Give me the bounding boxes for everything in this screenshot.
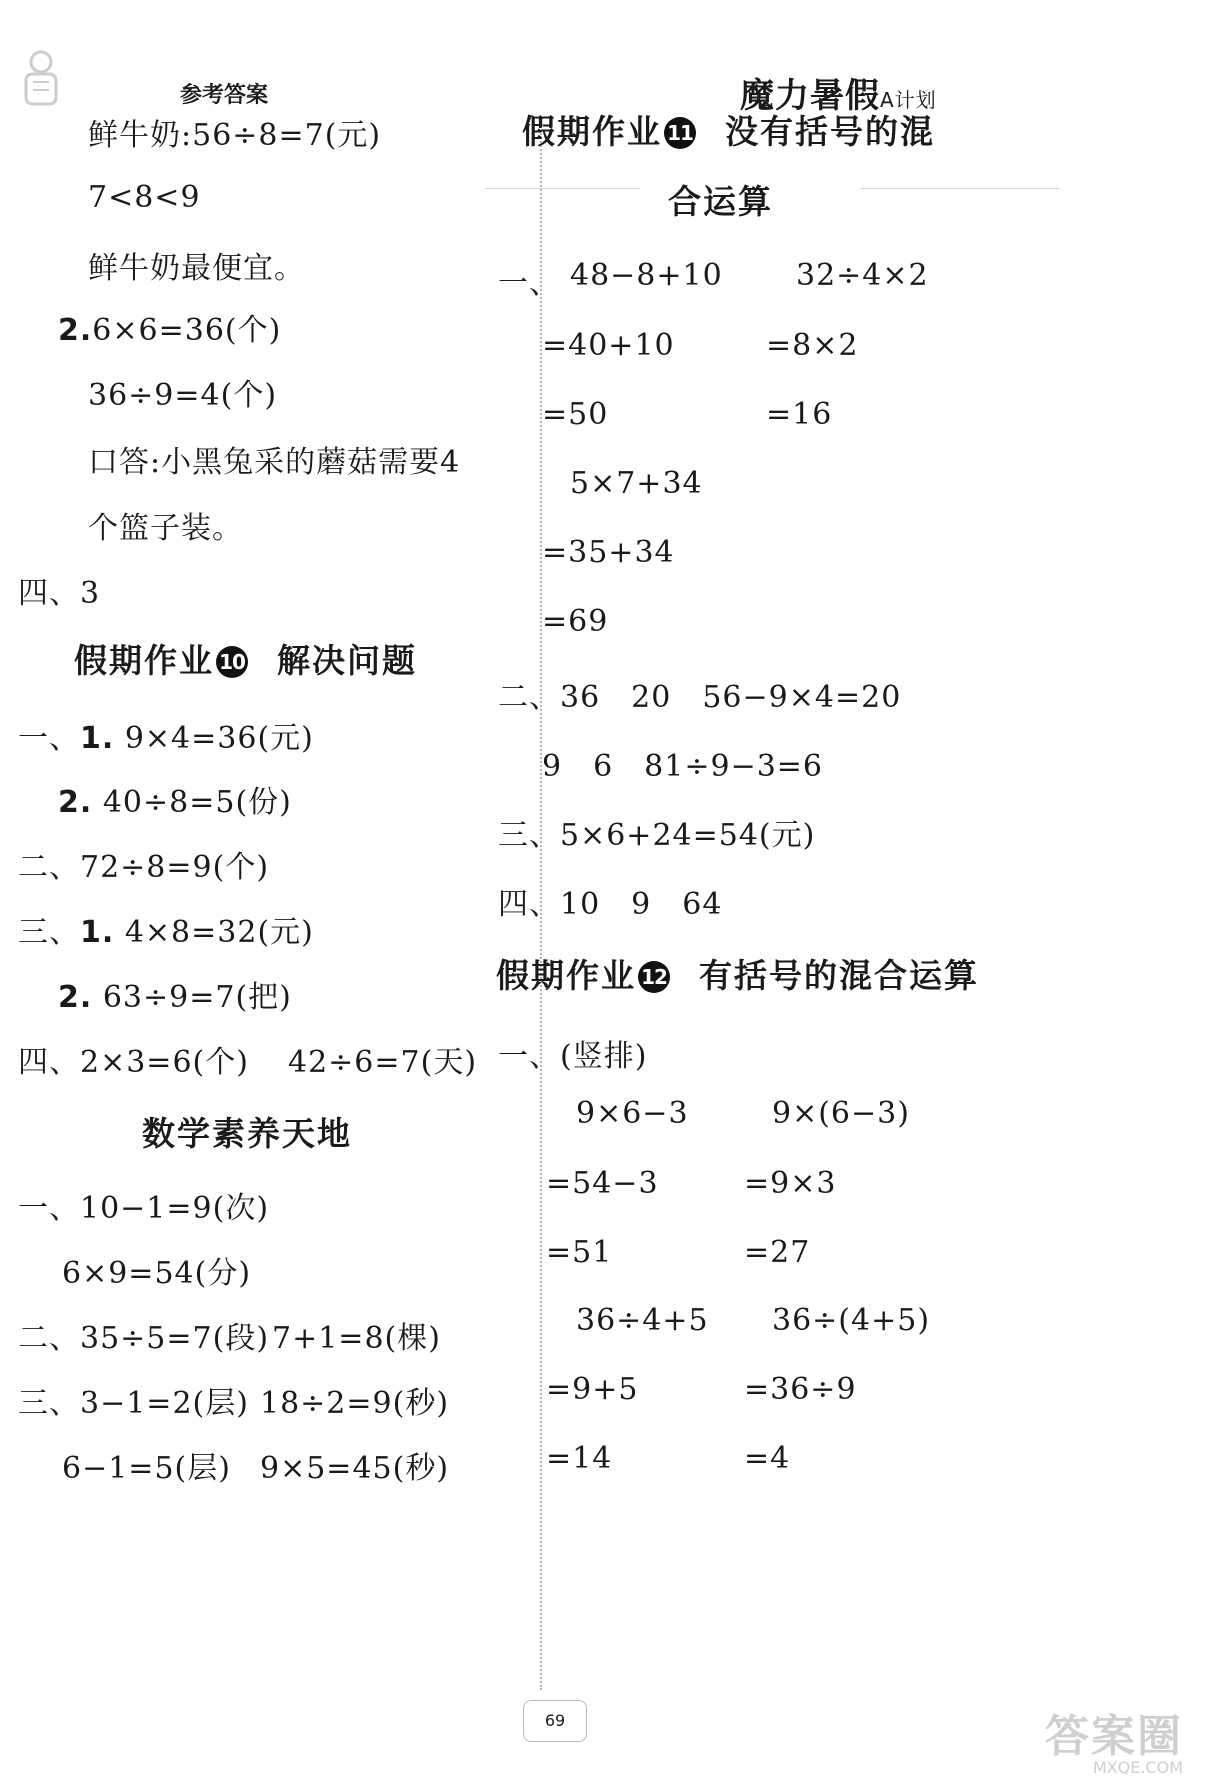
right-10: 四、10 9 64 — [498, 887, 723, 922]
section-heading-12 — [496, 950, 979, 997]
heading-title: 有括号的混合运算 — [698, 956, 979, 995]
right-9: 三、5×6+24=54(元) — [498, 818, 816, 853]
right-5: =35+34 — [542, 535, 675, 570]
section-heading-11-line2: 合运算 — [668, 182, 773, 221]
circled-number-12: 12 — [638, 961, 670, 993]
header-left-title: 参考答案 — [180, 83, 269, 108]
literacy-5b: 9×5=45(秒) — [260, 1451, 450, 1486]
item-number: 2. — [58, 313, 93, 348]
item-number: 2. — [58, 980, 93, 1015]
answer-2: 二、72÷8=9(个) — [18, 850, 270, 885]
heading-title: 没有括号的混 — [724, 112, 935, 151]
answer-1-1 — [18, 713, 314, 757]
right-1a: 48−8+10 — [570, 258, 723, 293]
left-line-2: 7<8<9 — [88, 180, 201, 215]
circled-number-11: 11 — [664, 117, 696, 149]
left-line-3: 鲜牛奶最便宜。 — [88, 251, 305, 286]
section-heading-literacy: 数学素养天地 — [142, 1114, 352, 1153]
brand-sub: A计划 — [880, 88, 937, 112]
brand-title: 魔力暑假 — [740, 76, 880, 116]
equation: 6×6=36(个) — [92, 313, 282, 348]
literacy-4b: 18÷2=9(秒) — [260, 1386, 450, 1421]
literacy-3b: 7+1=8(棵) — [272, 1321, 441, 1356]
answer-3-2 — [58, 972, 292, 1016]
right-7: 二、36 20 56−9×4=20 — [498, 680, 902, 715]
watermark — [1045, 1700, 1183, 1777]
equation: 63÷9=7(把) — [102, 980, 292, 1015]
right-8: 9 6 81÷9−3=6 — [542, 749, 824, 784]
item-number: 1. — [80, 915, 115, 950]
heading-title: 解决问题 — [276, 641, 417, 680]
right-1b: 32÷4×2 — [796, 258, 929, 293]
left-line-7: 个篮子装。 — [88, 511, 243, 546]
heading-prefix: 假期作业 — [74, 641, 214, 680]
page-number: 69 — [523, 1700, 587, 1742]
heading-rule-left — [485, 188, 640, 189]
right-12-5b: 36÷(4+5) — [772, 1303, 931, 1338]
literacy-4a: 三、3−1=2(层) — [18, 1386, 249, 1421]
left-line-1: 鲜牛奶:56÷8=7(元) — [88, 118, 382, 153]
right-3b: =16 — [766, 397, 833, 432]
literacy-2: 6×9=54(分) — [62, 1256, 252, 1291]
section-marker: 三、 — [18, 915, 80, 950]
right-12-4a: =51 — [546, 1235, 613, 1270]
right-4: 5×7+34 — [570, 466, 703, 501]
right-12-5a: 36÷4+5 — [576, 1303, 709, 1338]
literacy-3a: 二、35÷5=7(段) — [18, 1321, 270, 1356]
right-12-7b: =4 — [744, 1441, 791, 1476]
equation: 40÷8=5(份) — [102, 785, 292, 820]
section-heading-10 — [74, 635, 417, 682]
section-marker: 一、 — [18, 721, 80, 756]
right-12-3b: =9×3 — [744, 1166, 837, 1201]
right-6: =69 — [542, 604, 609, 639]
right-12-2b: 9×(6−3) — [772, 1096, 910, 1131]
literacy-5a: 6−1=5(层) — [62, 1451, 231, 1486]
heading-rule-right — [860, 188, 1060, 189]
right-12-1: 一、(竖排) — [498, 1039, 648, 1074]
circled-number-10: 10 — [216, 646, 248, 678]
right-12-4b: =27 — [744, 1235, 811, 1270]
watermark-url: MXQE.COM — [1092, 1758, 1183, 1777]
item-number: 1. — [80, 721, 115, 756]
left-line-6: 口答:小黑兔采的蘑菇需要4 — [88, 445, 461, 480]
left-line-8: 四、3 — [18, 576, 101, 611]
right-3a: =50 — [542, 397, 609, 432]
answer-1-2 — [58, 777, 292, 821]
equation: 4×8=32(元) — [124, 915, 314, 950]
literacy-1: 一、10−1=9(次) — [18, 1191, 270, 1226]
item-number: 2. — [58, 785, 93, 820]
heading-prefix: 假期作业 — [522, 112, 662, 151]
right-12-6b: =36÷9 — [744, 1372, 857, 1407]
header-icon — [18, 48, 64, 108]
right-2b: =8×2 — [766, 328, 859, 363]
right-12-3a: =54−3 — [546, 1166, 659, 1201]
heading-prefix: 假期作业 — [496, 956, 636, 995]
section-heading-11 — [522, 106, 935, 153]
answer-3-1 — [18, 907, 314, 951]
equation: 9×4=36(元) — [124, 721, 314, 756]
right-12-6a: =9+5 — [546, 1372, 639, 1407]
answer-4a: 四、2×3=6(个) — [18, 1045, 249, 1080]
watermark-logo: 答案圈 — [1045, 1711, 1183, 1762]
right-2a: =40+10 — [542, 328, 675, 363]
right-12-7a: =14 — [546, 1441, 613, 1476]
left-line-4 — [58, 305, 281, 349]
right-12-2a: 9×6−3 — [576, 1096, 689, 1131]
right-1-prefix: 一、 — [498, 266, 560, 301]
answer-4b: 42÷6=7(天) — [288, 1045, 478, 1080]
left-line-5: 36÷9=4(个) — [88, 378, 278, 413]
